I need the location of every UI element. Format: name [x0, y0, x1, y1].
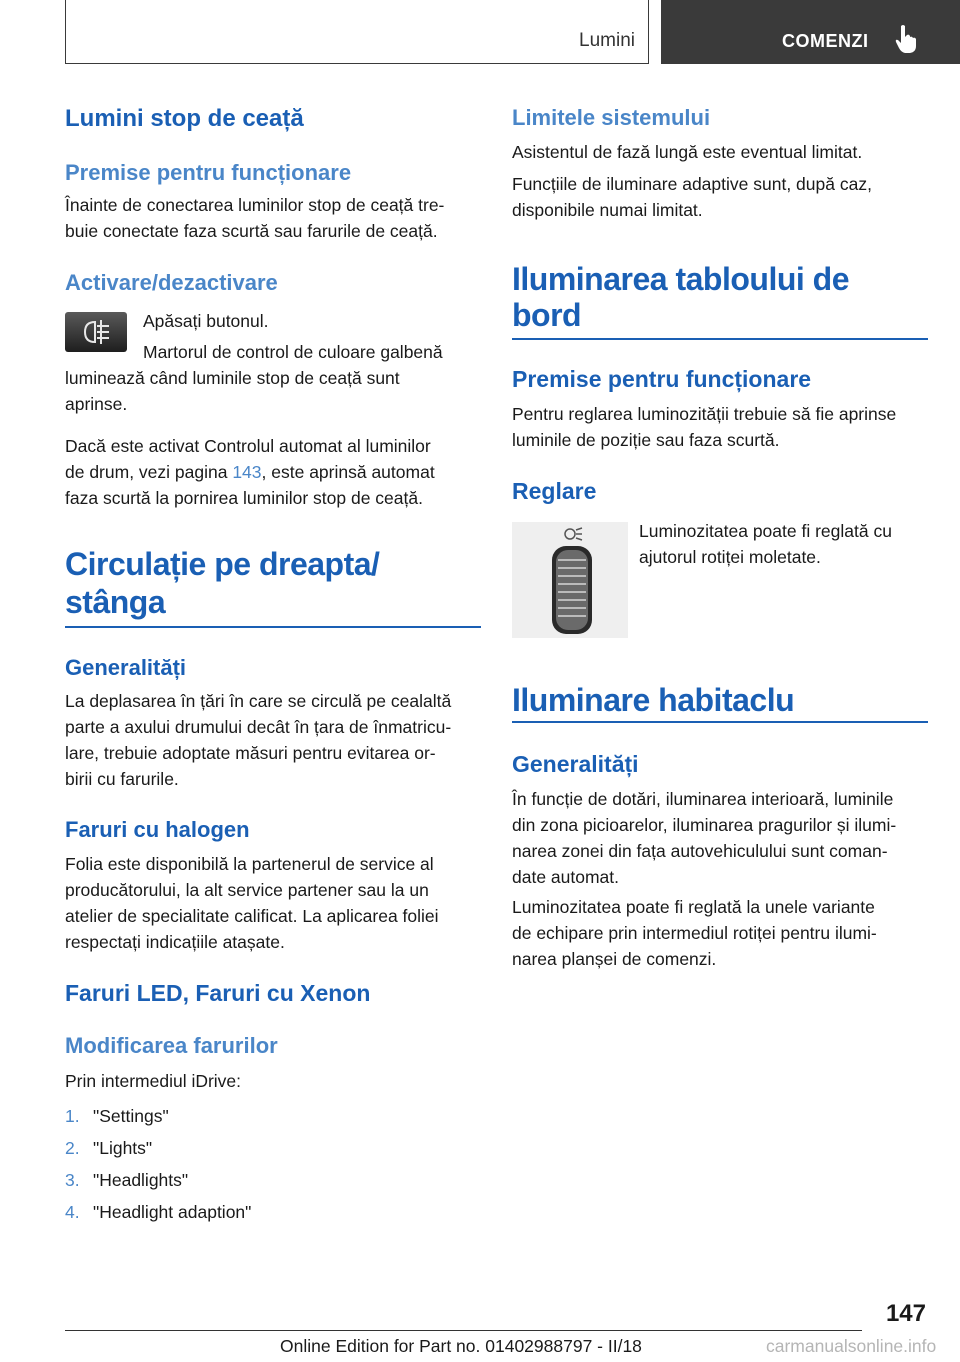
thumbwheel-image	[512, 522, 628, 638]
limits-title: Limitele sistemului	[512, 105, 711, 130]
cabin-line-1: În funcție de dotări, iluminarea interioară, luminile	[512, 789, 894, 809]
page-link-143[interactable]: 143	[232, 462, 262, 482]
cabin-line-7: narea planșei de comenzi.	[512, 949, 717, 969]
footer-edition: Online Edition for Part no. 01402988797 - II/18	[280, 1336, 642, 1356]
watermark-text: carmanualsonline.info	[766, 1336, 937, 1356]
fog-activation-step: Apăsați butonul.	[143, 311, 269, 331]
cabin-line-4: date automat.	[512, 867, 620, 887]
fog-light-button-image	[65, 312, 127, 352]
led-xenon-title: Faruri LED, Faruri cu Xenon	[65, 980, 371, 1006]
halogen-line-2: producătorului, la alt service partener sau la un	[65, 880, 429, 900]
halogen-line-3: atelier de specialitate calificat. La aplicarea foliei	[65, 906, 439, 926]
dashboard-requirements-line-2: luminile de poziție sau faza scurtă.	[512, 430, 780, 450]
dashboard-chapter-title-line-1: Iluminarea tabloului de	[512, 261, 849, 297]
fog-auto-line-1: Dacă este activat Controlul automat al luminilor	[65, 436, 431, 456]
dashboard-requirements-line-1: Pentru reglarea luminozității trebuie să fie aprinse	[512, 404, 897, 424]
adjust-line-1: Luminozitatea poate fi reglată cu	[639, 521, 892, 541]
footer-divider	[65, 1330, 862, 1331]
limits-line-3: disponibile numai limitat.	[512, 200, 703, 220]
fog-auto-line-3: faza scurtă la pornirea luminilor stop de ceață.	[65, 488, 423, 508]
halogen-title: Faruri cu halogen	[65, 817, 250, 842]
rear-fog-light-icon	[65, 312, 127, 352]
general-title: Generalități	[65, 655, 187, 680]
halogen-line-1: Folia este disponibilă la partenerul de service al	[65, 854, 434, 874]
general-line-2: parte a axului drumului decât în țara de înmatricu‐	[65, 717, 452, 737]
fog-auto-line-2: de drum, vezi pagina 143, este aprinsă automat	[65, 462, 435, 482]
limits-line-1: Asistentul de fază lungă este eventual limitat.	[512, 142, 863, 162]
fog-lights-title: Lumini stop de ceață	[65, 105, 304, 132]
fog-activation-title: Activare/dezactivare	[65, 270, 278, 295]
cabin-general-title: Generalități	[512, 751, 639, 777]
adjust-line-2: ajutorul rotiței moletate.	[639, 547, 821, 567]
pointing-hand-icon	[893, 24, 919, 54]
fog-indicator-line-1: Martorul de control de culoare galbenă	[143, 342, 443, 362]
headlight-modify-title: Modificarea farurilor	[65, 1033, 278, 1058]
headlight-modify-text: Prin intermediul iDrive:	[65, 1071, 242, 1091]
chapter-divider-dashboard	[512, 338, 928, 340]
cabin-line-5: Luminozitatea poate fi reglată la unele variante	[512, 897, 875, 917]
header-section-title: Lumini	[579, 30, 635, 51]
fog-indicator-line-2: luminează când luminile stop de ceață sunt	[65, 368, 400, 388]
fog-indicator-line-3: aprinse.	[65, 394, 128, 414]
dashboard-chapter-title-line-2: bord	[512, 297, 582, 333]
cabin-line-2: din zona picioarelor, iluminarea pragurilor și ilumi‐	[512, 815, 897, 835]
adjust-title: Reglare	[512, 478, 597, 504]
general-line-4: birii cu farurile.	[65, 769, 179, 789]
cabin-chapter-title: Iluminare habitaclu	[512, 682, 795, 718]
traffic-chapter-title-line-1: Circulație pe dreapta/	[65, 546, 380, 582]
chapter-divider-cabin	[512, 721, 928, 723]
fog-requirements-title: Premise pentru funcționare	[65, 160, 352, 185]
limits-line-2: Funcțiile de iluminare adaptive sunt, după caz,	[512, 174, 872, 194]
general-line-3: lare, trebuie adoptate măsuri pentru evitarea or‐	[65, 743, 436, 763]
halogen-line-4: respectați indicațiile atașate.	[65, 932, 285, 952]
general-line-1: La deplasarea în țări în care se circulă pe cealaltă	[65, 691, 452, 711]
cabin-line-3: narea zonei din fața autovehiculului sunt coman‐	[512, 841, 888, 861]
header-section-box	[65, 0, 649, 64]
page-number: 147	[885, 1300, 926, 1327]
thumbwheel-icon	[512, 522, 628, 638]
header-tab-label: COMENZI	[782, 31, 869, 51]
traffic-chapter-title-line-2: stânga	[65, 584, 166, 620]
chapter-divider-left	[65, 626, 481, 628]
dashboard-requirements-title: Premise pentru funcționare	[512, 366, 812, 392]
header-tab-comenzi[interactable]	[661, 0, 960, 64]
fog-requirements-line-1: Înainte de conectarea luminilor stop de ceață tre‐	[65, 195, 445, 215]
fog-requirements-line-2: buie conectate faza scurtă sau farurile de ceață.	[65, 221, 438, 241]
cabin-line-6: de echipare prin intermediul rotiței pentru ilumi‐	[512, 923, 877, 943]
